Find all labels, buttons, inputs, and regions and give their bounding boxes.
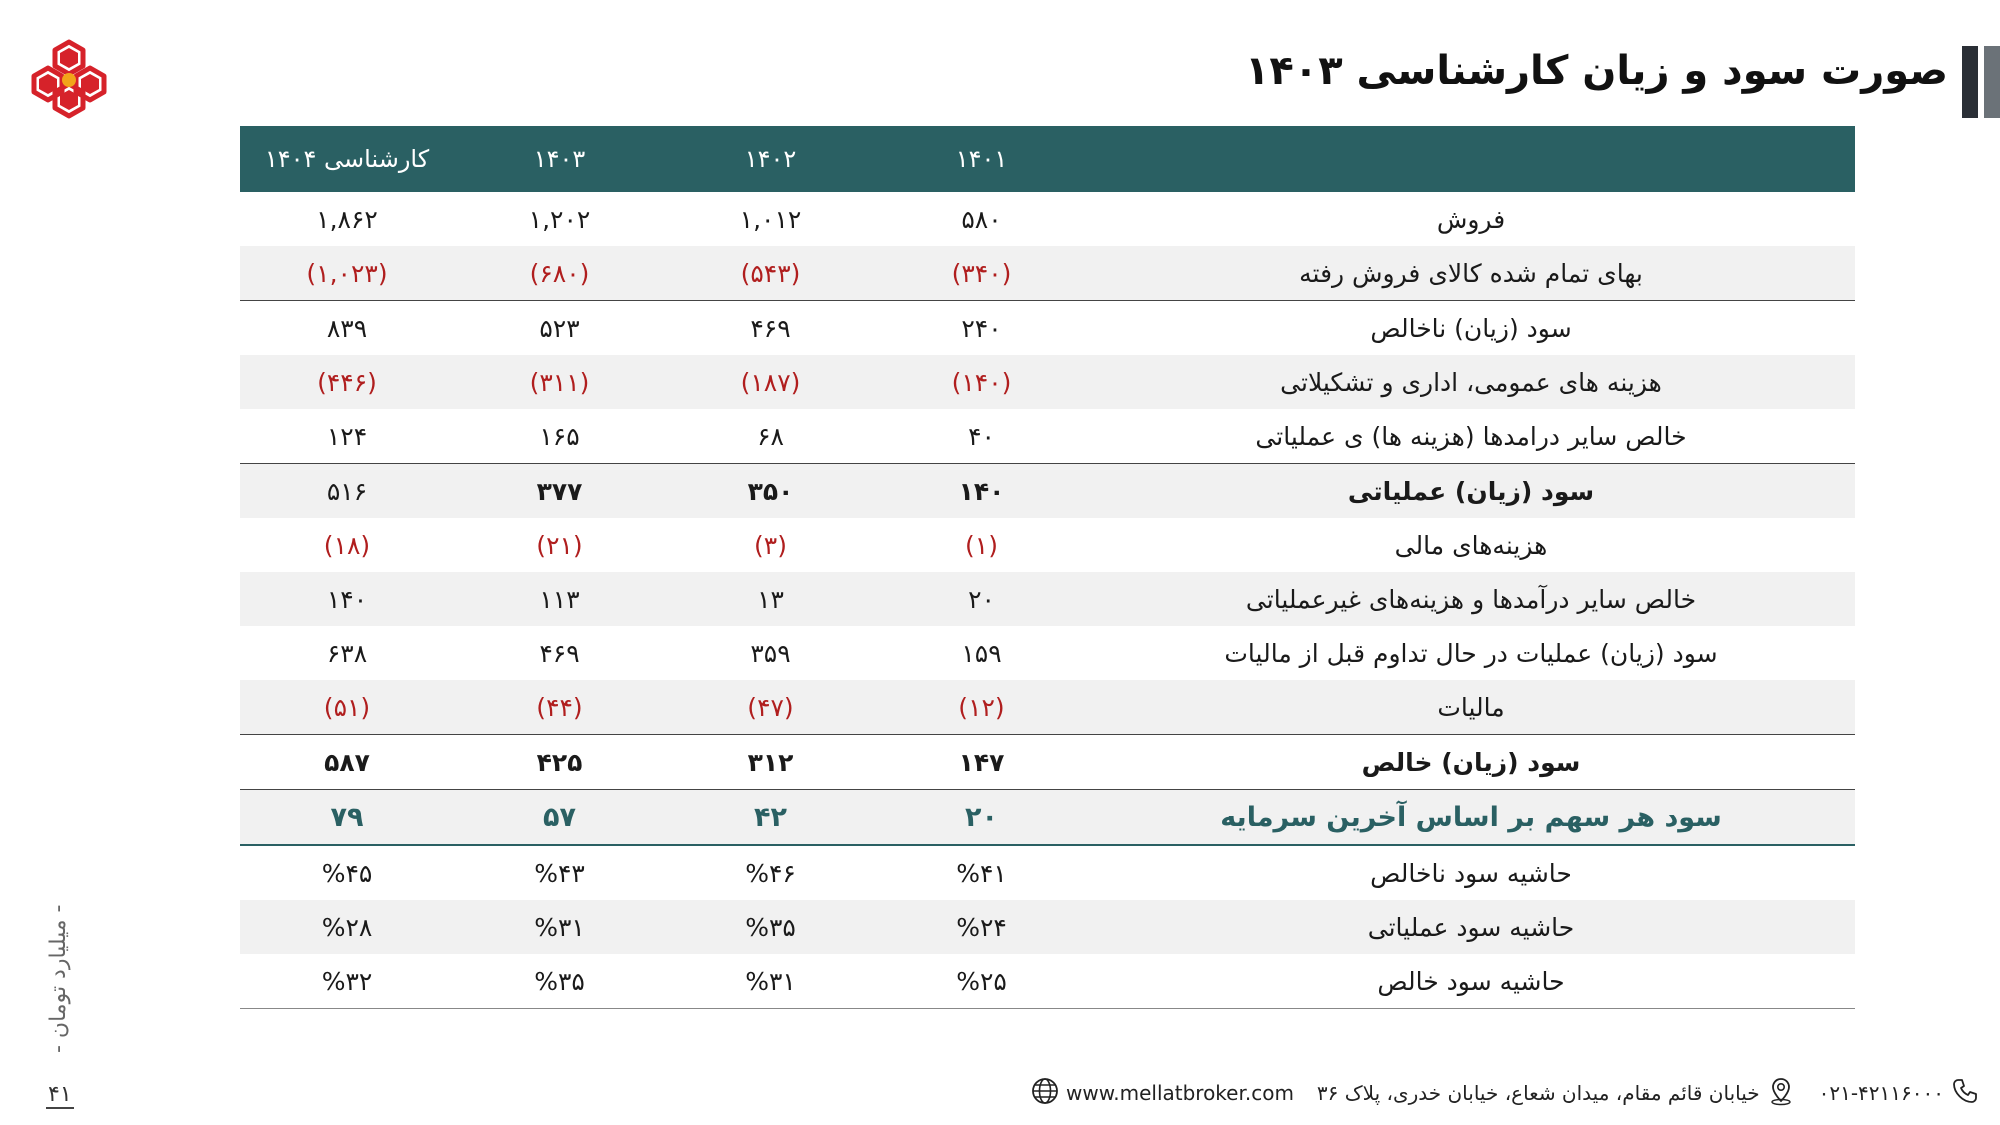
row-operating-profit xyxy=(240,464,1855,519)
cell-1403: ۱,۲۰۲ xyxy=(528,204,591,234)
cell-1402: ۴۲ xyxy=(665,790,876,846)
cell-1402: (۱۸۷) xyxy=(665,355,876,409)
row-label: سود (زیان) عملیاتی xyxy=(1087,464,1855,519)
phone-icon xyxy=(1950,1076,1980,1111)
cell-1402: %۴۶ xyxy=(745,858,796,888)
cell-1401: ۲۰ xyxy=(876,790,1087,846)
cell-1402: %۳۱ xyxy=(665,954,876,1009)
cell-1402: %۳۵ xyxy=(665,900,876,954)
phone-text: ۰۲۱-۴۲۱۱۶۰۰۰ xyxy=(1818,1081,1944,1105)
mellat-broker-logo xyxy=(30,38,108,120)
unit-note-text: - میلیارد تومان - xyxy=(46,904,71,1053)
website-text: www.mellatbroker.com xyxy=(1066,1081,1294,1105)
footer-website[interactable] xyxy=(1030,1076,1294,1111)
cell-1402: (۳) xyxy=(754,530,787,560)
cell-1403: ۳۷۷ xyxy=(454,464,665,519)
row-other-operating xyxy=(240,409,1855,464)
row-label: خالص سایر درامدها (هزینه ها) ی عملیاتی xyxy=(1087,409,1855,464)
table-header-row xyxy=(240,126,1855,192)
cell-1401: %۲۵ xyxy=(876,954,1087,1009)
cell-1404: ۱,۸۶۲ xyxy=(316,204,378,234)
header-1402: ۱۴۰۲ xyxy=(665,126,876,192)
income-statement-table xyxy=(240,126,1855,1009)
globe-icon xyxy=(1030,1076,1060,1111)
title-accent-bar xyxy=(1962,46,2000,118)
cell-1403: (۶۸۰) xyxy=(454,246,665,301)
cell-1403: ۴۶۹ xyxy=(539,638,580,668)
row-label: سود (زیان) عملیات در حال تداوم قبل از مالیات xyxy=(1224,638,1718,668)
cell-1401: ۱۴۷ xyxy=(876,735,1087,790)
cell-1404: ۷۹ xyxy=(240,790,454,846)
row-cogs xyxy=(240,246,1855,301)
cell-1404: ۸۳۹ xyxy=(326,313,368,343)
cell-1404: %۴۵ xyxy=(321,858,373,888)
footer-phone xyxy=(1819,1076,1980,1111)
cell-1401: (۱۲) xyxy=(876,680,1087,735)
row-net-margin xyxy=(240,954,1855,1009)
row-admin-expenses xyxy=(240,355,1855,409)
location-pin-icon xyxy=(1766,1076,1796,1111)
row-financial-costs xyxy=(240,518,1855,572)
cell-1404: ۱۲۴ xyxy=(240,409,454,464)
row-eps xyxy=(240,790,1855,846)
cell-1402: ۴۶۹ xyxy=(750,313,791,343)
row-label: خالص سایر درآمدها و هزینه‌های غیرعملیاتی xyxy=(1087,572,1855,626)
header-1404-forecast: کارشناسی ۱۴۰۴ xyxy=(240,126,454,192)
row-pretax-profit xyxy=(240,626,1855,680)
cell-1401: %۴۱ xyxy=(956,858,1007,888)
header-1403: ۱۴۰۳ xyxy=(454,126,665,192)
footer-address xyxy=(1317,1076,1796,1111)
row-other-non-operating xyxy=(240,572,1855,626)
cell-1403: %۳۵ xyxy=(454,954,665,1009)
row-operating-margin xyxy=(240,900,1855,954)
cell-1401: (۳۴۰) xyxy=(876,246,1087,301)
row-sales xyxy=(240,192,1855,246)
cell-1403: ۴۲۵ xyxy=(454,735,665,790)
cell-1401: ۱۴۰ xyxy=(876,464,1087,519)
cell-1402: (۵۴۳) xyxy=(665,246,876,301)
row-label: هزینه‌های مالی xyxy=(1394,530,1548,560)
unit-note xyxy=(40,905,80,1055)
header-label-column xyxy=(1087,126,1855,192)
row-gross-margin xyxy=(240,845,1855,900)
cell-1401: ۲۴۰ xyxy=(961,313,1002,343)
cell-1404: %۲۸ xyxy=(240,900,454,954)
row-label: سود (زیان) خالص xyxy=(1087,735,1855,790)
cell-1404: ۱۴۰ xyxy=(240,572,454,626)
cell-1403: ۵۲۳ xyxy=(539,313,580,343)
cell-1403: (۴۴) xyxy=(454,680,665,735)
cell-1402: ۳۵۰ xyxy=(665,464,876,519)
cell-1404: ۵۱۶ xyxy=(240,464,454,519)
cell-1404: (۴۴۶) xyxy=(240,355,454,409)
cell-1401: %۲۴ xyxy=(876,900,1087,954)
cell-1403: ۱۱۳ xyxy=(454,572,665,626)
cell-1401: ۲۰ xyxy=(876,572,1087,626)
income-statement-table-wrapper xyxy=(240,126,1855,1009)
row-gross-profit xyxy=(240,301,1855,356)
cell-1404: ۶۳۸ xyxy=(326,638,368,668)
row-tax xyxy=(240,680,1855,735)
cell-1401: ۵۸۰ xyxy=(961,204,1002,234)
cell-1401: (۱) xyxy=(965,530,998,560)
header-1401: ۱۴۰۱ xyxy=(876,126,1087,192)
cell-1404: (۱,۰۲۳) xyxy=(240,246,454,301)
row-label: سود (زیان) ناخالص xyxy=(1370,313,1572,343)
row-label: فروش xyxy=(1436,204,1506,234)
page-title: صورت سود و زیان کارشناسی ۱۴۰۳ xyxy=(1244,48,1948,94)
cell-1403: ۵۷ xyxy=(454,790,665,846)
cell-1404: (۱۸) xyxy=(323,530,371,560)
cell-1403: %۴۳ xyxy=(534,858,585,888)
cell-1402: ۱۳ xyxy=(665,572,876,626)
cell-1403: ۱۶۵ xyxy=(454,409,665,464)
row-label: سود هر سهم بر اساس آخرین سرمایه xyxy=(1087,790,1855,846)
page-number: ۴۱ xyxy=(48,1082,72,1107)
cell-1401: (۱۴۰) xyxy=(876,355,1087,409)
cell-1402: ۳۱۲ xyxy=(665,735,876,790)
cell-1401: ۱۵۹ xyxy=(961,638,1002,668)
cell-1404: ۵۸۷ xyxy=(240,735,454,790)
row-label: حاشیه سود خالص xyxy=(1087,954,1855,1009)
cell-1404: (۵۱) xyxy=(240,680,454,735)
cell-1404: %۳۲ xyxy=(240,954,454,1009)
row-label: بهای تمام شده کالای فروش رفته xyxy=(1087,246,1855,301)
cell-1403: (۲۱) xyxy=(536,530,583,560)
row-net-profit xyxy=(240,735,1855,790)
cell-1403: %۳۱ xyxy=(454,900,665,954)
footer xyxy=(1030,1075,1980,1111)
row-label: حاشیه سود عملیاتی xyxy=(1087,900,1855,954)
cell-1402: ۶۸ xyxy=(665,409,876,464)
row-label: مالیات xyxy=(1087,680,1855,735)
cell-1402: ۱,۰۱۲ xyxy=(739,204,802,234)
row-label: حاشیه سود ناخالص xyxy=(1370,858,1572,888)
row-label: هزینه های عمومی، اداری و تشکیلاتی xyxy=(1087,355,1855,409)
cell-1403: (۳۱۱) xyxy=(454,355,665,409)
cell-1402: ۳۵۹ xyxy=(750,638,791,668)
cell-1402: (۴۷) xyxy=(665,680,876,735)
address-text: خیابان قائم مقام، میدان شعاع، خیابان خدری، پلاک ۳۶ xyxy=(1316,1081,1760,1105)
cell-1401: ۴۰ xyxy=(876,409,1087,464)
